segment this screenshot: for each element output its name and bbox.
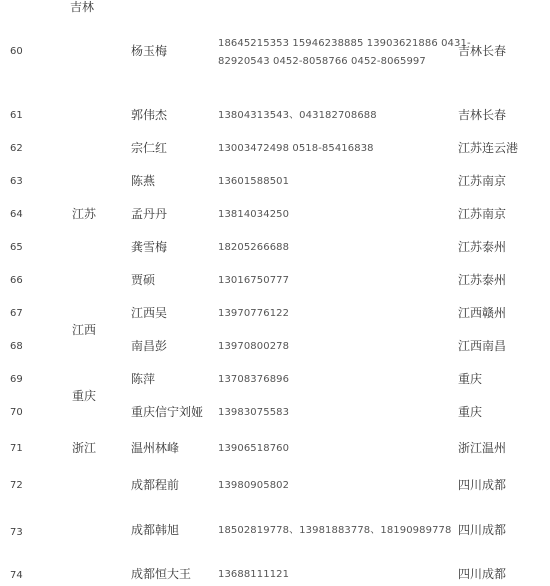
row-number: 60 xyxy=(10,46,23,57)
contact-name: 郭伟杰 xyxy=(131,108,168,122)
location-text: 江苏南京 xyxy=(458,174,507,188)
contact-name: 成都韩旭 xyxy=(131,523,180,537)
location-text: 吉林长春 xyxy=(458,108,507,122)
row-number: 70 xyxy=(10,407,23,418)
row-number: 73 xyxy=(10,527,23,538)
province-label-jiangsu: 江苏 xyxy=(72,207,97,221)
contact-name: 杨玉梅 xyxy=(131,44,168,58)
phone-text: 13970776122 xyxy=(218,308,290,319)
province-label-jilin: 吉林 xyxy=(70,0,95,14)
location-text: 浙江温州 xyxy=(458,441,507,455)
phone-text: 13983075583 xyxy=(218,407,290,418)
contact-name: 成都恒大王 xyxy=(131,567,192,581)
contact-name: 陈燕 xyxy=(131,174,156,188)
row-number: 72 xyxy=(10,480,23,491)
row-number: 61 xyxy=(10,110,23,121)
location-text: 江苏南京 xyxy=(458,207,507,221)
location-text: 江西南昌 xyxy=(458,339,507,353)
contact-name: 重庆信宁刘娅 xyxy=(131,405,204,419)
phone-text: 13003472498 0518-85416838 xyxy=(218,143,374,154)
row-number: 68 xyxy=(10,341,23,352)
location-text: 江苏连云港 xyxy=(458,141,519,155)
province-label-jiangxi: 江西 xyxy=(72,323,97,337)
phone-text: 13906518760 xyxy=(218,443,290,454)
contact-name: 孟丹丹 xyxy=(131,207,168,221)
contact-name: 成都程前 xyxy=(131,478,180,492)
phone-text: 13970800278 xyxy=(218,341,290,352)
row-number: 71 xyxy=(10,443,23,454)
contact-name: 南昌彭 xyxy=(131,339,168,353)
phone-text: 13601588501 xyxy=(218,176,290,187)
contact-name: 宗仁红 xyxy=(131,141,168,155)
phone-text: 13980905802 xyxy=(218,480,290,491)
phone-text: 13016750777 xyxy=(218,275,290,286)
contact-name: 陈萍 xyxy=(131,372,156,386)
contact-name: 贾硕 xyxy=(131,273,156,287)
phone-text: 13814034250 xyxy=(218,209,290,220)
phone-text: 18205266688 xyxy=(218,242,290,253)
location-text: 江西赣州 xyxy=(458,306,507,320)
phone-text: 13804313543、043182708688 xyxy=(218,110,377,121)
location-text: 江苏泰州 xyxy=(458,240,507,254)
row-number: 69 xyxy=(10,374,23,385)
location-text: 四川成都 xyxy=(458,478,507,492)
location-text: 吉林长春 xyxy=(458,44,507,58)
location-text: 四川成都 xyxy=(458,567,507,581)
phone-text: 82920543 0452-8058766 0452-8065997 xyxy=(218,56,426,67)
row-number: 63 xyxy=(10,176,23,187)
phone-text: 18645215353 15946238885 13903621886 0431- xyxy=(218,38,471,49)
location-text: 重庆 xyxy=(458,405,483,419)
phone-text: 13688111121 xyxy=(218,569,290,580)
location-text: 四川成都 xyxy=(458,523,507,537)
province-label-zhejiang: 浙江 xyxy=(72,441,97,455)
contact-name: 温州林峰 xyxy=(131,441,180,455)
row-number: 74 xyxy=(10,570,23,581)
phone-text: 18502819778、13981883778、18190989778 xyxy=(218,525,452,536)
phone-text: 13708376896 xyxy=(218,374,290,385)
province-label-chongqing: 重庆 xyxy=(72,389,97,403)
location-text: 江苏泰州 xyxy=(458,273,507,287)
contact-name: 龚雪梅 xyxy=(131,240,168,254)
row-number: 65 xyxy=(10,242,23,253)
contact-name: 江西吴 xyxy=(131,306,168,320)
row-number: 67 xyxy=(10,308,23,319)
row-number: 62 xyxy=(10,143,23,154)
row-number: 64 xyxy=(10,209,23,220)
row-number: 66 xyxy=(10,275,23,286)
location-text: 重庆 xyxy=(458,372,483,386)
